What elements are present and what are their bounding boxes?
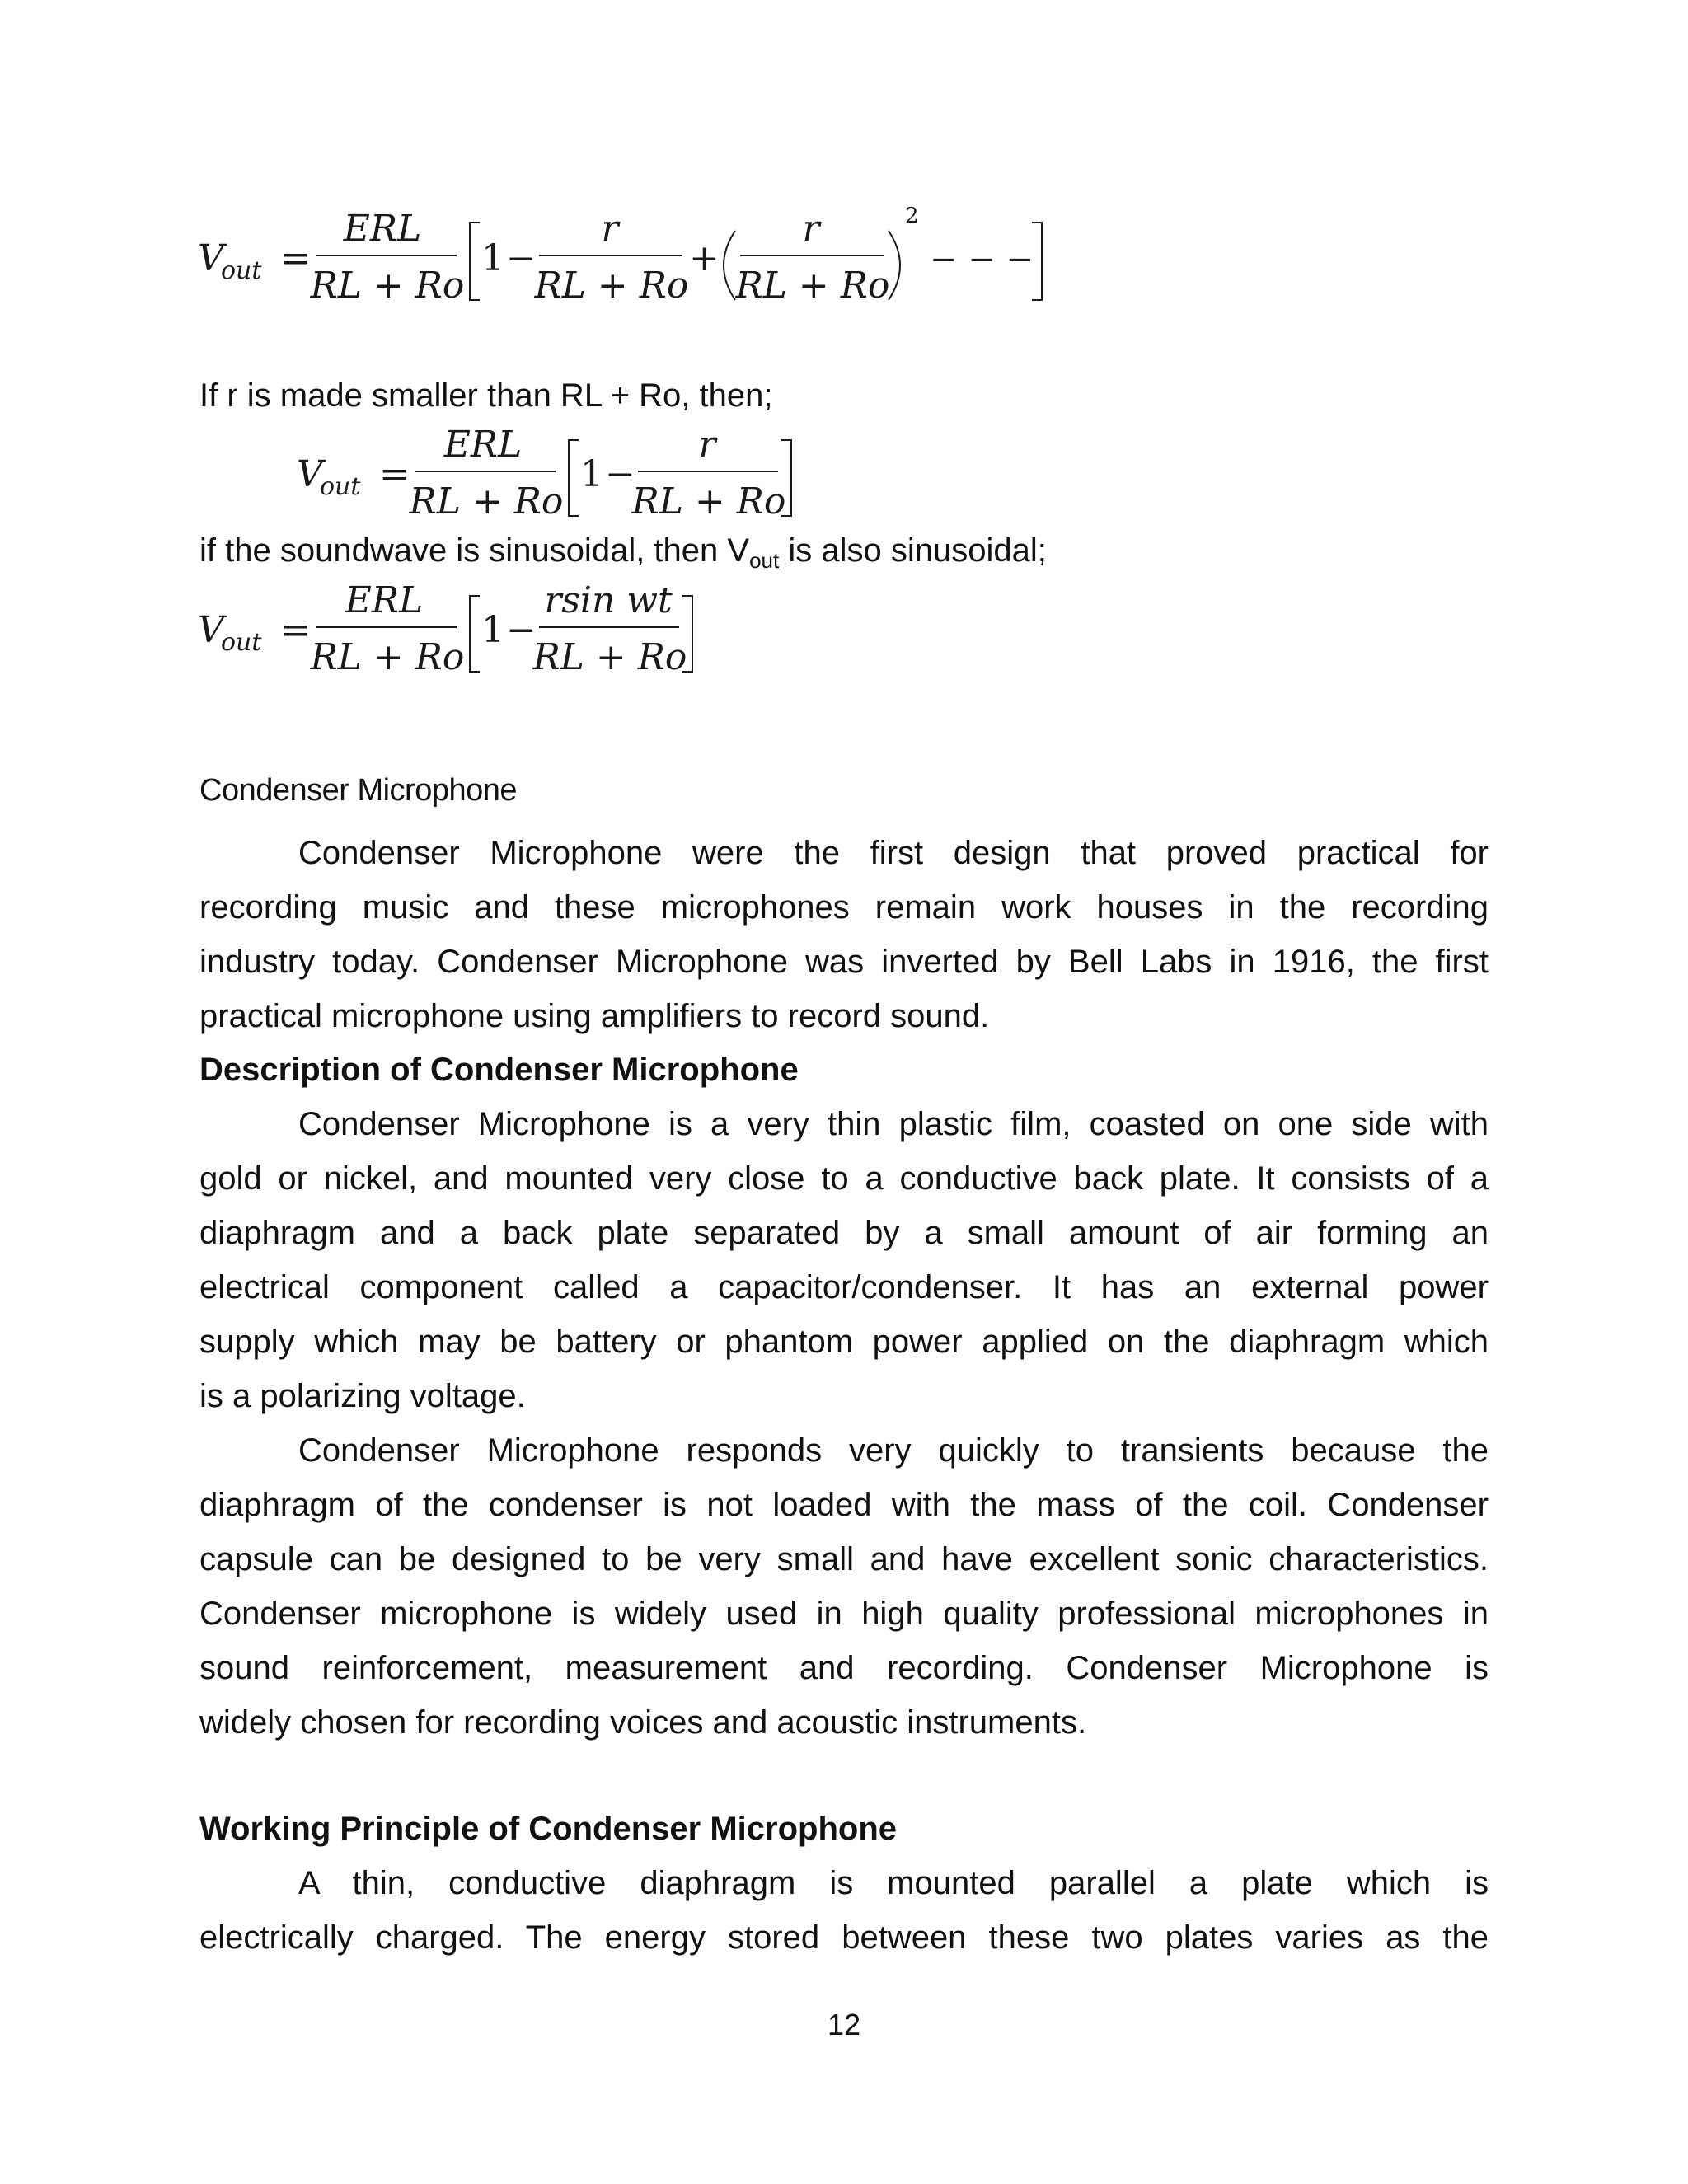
text-r-smaller: If r is made smaller than RL + Ro, then; <box>199 377 773 414</box>
eq2-frac2-num: r <box>698 424 716 466</box>
eq3-numerator: ERL <box>345 579 424 621</box>
eq1-denominator: RL + Ro <box>310 265 465 307</box>
eq1-lhs-sub: out <box>221 256 262 285</box>
p4-line-1: A thin, conductive diaphragm is mounted parallel a plate which is <box>298 1865 1489 1901</box>
eq1-frac3-num: r <box>802 208 820 250</box>
equation-vout-approx <box>293 419 837 529</box>
eq3-lhs: V <box>198 609 224 651</box>
eq1-frac2-den: RL + Ro <box>534 265 689 307</box>
p1-line-3: industry today. Condenser Microphone was inverted by Bell Labs in 1916, the first <box>199 944 1489 980</box>
eq3-frac2-den: RL + Ro <box>532 636 687 678</box>
eq2-numerator: ERL <box>443 424 523 466</box>
eq1-minus: − <box>506 237 537 279</box>
p1-line-4: practical microphone using amplifiers to record sound. <box>199 998 990 1034</box>
eq3-frac2-num: rsin wt <box>544 579 673 621</box>
p1-line-2: recording music and these microphones remain work houses in the recording <box>199 889 1489 926</box>
eq3-equals: = <box>280 609 311 651</box>
p2-line-4: electrical component called a capacitor/condenser. It has an external power <box>199 1269 1489 1305</box>
eq2-denominator: RL + Ro <box>409 480 564 523</box>
eq1-numerator: ERL <box>343 208 422 250</box>
p3-line-4: Condenser microphone is widely used in high quality professional microphones in <box>199 1596 1489 1632</box>
p2-line-6: is a polarizing voltage. <box>199 1378 526 1414</box>
p3-line-3: capsule can be designed to be very small and have excellent sonic characteristics. <box>199 1541 1489 1577</box>
page-number: 12 <box>827 2008 861 2041</box>
equation-vout-series <box>195 198 1052 316</box>
eq3-denominator: RL + Ro <box>310 636 465 678</box>
eq1-lhs: V <box>198 237 224 279</box>
p3-line-5: sound reinforcement, measurement and recording. Condenser Microphone is <box>199 1650 1489 1686</box>
heading-condenser-microphone: Condenser Microphone <box>199 773 518 808</box>
p3-line-1: Condenser Microphone responds very quickly to transients because the <box>298 1432 1489 1469</box>
equation-vout-sinusoidal <box>195 574 722 685</box>
eq2-minus: − <box>605 453 635 495</box>
p2-line-3: diaphragm and a back plate separated by a small amount of air forming an <box>199 1215 1489 1251</box>
eq3-minus: − <box>506 609 537 651</box>
eq1-exponent: 2 <box>905 204 919 228</box>
heading-description: Description of Condenser Microphone <box>199 1052 799 1088</box>
eq1-equals: = <box>280 237 311 279</box>
eq2-frac2-den: RL + Ro <box>631 480 786 523</box>
p2-line-1: Condenser Microphone is a very thin plastic film, coasted on one side with <box>298 1106 1489 1142</box>
heading-working-principle: Working Principle of Condenser Microphone <box>199 1811 897 1847</box>
p2-line-2: gold or nickel, and mounted very close to a conductive back plate. It consists of a <box>199 1160 1489 1197</box>
eq1-plus: + <box>689 237 720 279</box>
eq3-lhs-sub: out <box>221 628 262 657</box>
p2-line-5: supply which may be battery or phantom power applied on the diaphragm which <box>199 1324 1489 1360</box>
eq3-one: 1 <box>481 609 504 651</box>
eq1-dashes: − − − <box>930 241 1034 279</box>
eq1-frac2-num: r <box>601 208 619 250</box>
p4-line-2: electrically charged. The energy stored between these two plates varies as the <box>199 1919 1489 1956</box>
eq1-one: 1 <box>481 237 504 279</box>
text-sinusoidal: if the soundwave is sinusoidal, then $V_{out}$ is also sinusoidal; <box>199 532 1047 573</box>
eq2-lhs-sub: out <box>320 472 361 501</box>
eq1-frac3-den: RL + Ro <box>735 265 890 307</box>
p3-line-2: diaphragm of the condenser is not loaded with the mass of the coil. Condenser <box>199 1487 1489 1523</box>
p1-line-1: Condenser Microphone were the first design that proved practical for <box>298 835 1489 871</box>
eq2-lhs: V <box>297 453 323 495</box>
eq2-one: 1 <box>580 453 603 495</box>
eq2-equals: = <box>379 453 410 495</box>
p3-line-6: widely chosen for recording voices and acoustic instruments. <box>199 1704 1087 1741</box>
